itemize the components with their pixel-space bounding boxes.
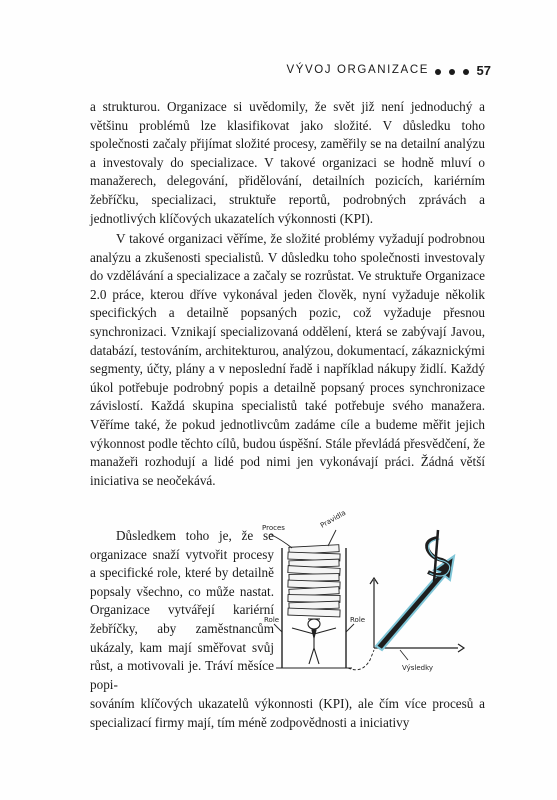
label-role-right: Role (350, 616, 366, 624)
dot-icon (435, 69, 441, 75)
paragraph-2: V takové organizaci věříme, že složité problémy vyžadují podrobnou analýzu a zkušenosti specialistů. V důsledku toho společnosti investovaly do vzdělávání a specializace a začaly se rozrůstat. Ve struktuře Organizace 2.0 práce, kterou dříve vykonával jeden člověk, nyní vyžaduje několik specifických a detailně popsaných pozic, což vyžaduje přesnou synchronizaci. Vznikají specializovaná oddělení, která se zabývají Javou, databází, testováním, architekturou, analýzou, dokumentací, zákaznickými segmenty, účty, plány a v neposlední řadě i například nákupy židlí. Každý úkol potřebuje podrobný popis a detailně popsaný proces synchronizace závislostí. Každá skupina specialistů také potřebuje svého manažera. Věříme také, že pokud jednotlivcům zadáme cíle a budeme měřit jejich výkonnost podle těchto cílů, budou úspěšní. Stále převládá přesvědčení, že manažeři rozhodují a lidé pod nimi jen vykonávají práci. Žádná větší iniciativa se neočekává. (90, 231, 485, 488)
running-header (0, 64, 557, 82)
squeezed-person-icon (292, 619, 336, 664)
dot-icon (449, 69, 455, 75)
paragraph-3-wrapped: Důsledkem toho je, že se organizace snaží vytvořit procesy a specifické role, které by detailně popsaly všechno, co může nastat. Organizace vytvářejí kariérní žebříčky, aby zaměstnancům ukázaly, kam mají směřovat svůj růst, a motivovali je. Tráví měsíce popi- (90, 528, 274, 692)
label-pravidla: Pravidla (319, 508, 348, 530)
dot-icon (463, 69, 469, 75)
role-left-arrow-icon (274, 624, 282, 632)
label-vysledky: Výsledky (402, 664, 434, 672)
process-illustration (262, 508, 486, 680)
label-role-left: Role (264, 616, 280, 624)
paragraph-1: a strukturou. Organizace si uvědomily, že svět již není jednoduchý a většinu problémů lze klasifikovat jako složité. V důsledku toho společnosti začaly přijímat složité procesy, zaměřily se na detailní analýzu a investovaly do specializace. V takové organizaci se hodně mluví o manažerech, delegování, přidělování, detailních pozicích, kariérním žebříčku, specializaci, struktuře reportů, podrobných zprávách a jednotlivých klíčových ukazatelích výkonnosti (KPI). (90, 99, 485, 226)
dollar-icon (427, 530, 450, 582)
paragraph-3-continued: sováním klíčových ukazatelů výkonnosti (KPI), ale čím více procesů a specializací firmy mají, tím méně zodpovědnosti a iniciativy (90, 696, 485, 730)
paper-stack (288, 545, 340, 617)
role-right-arrow-icon (346, 624, 354, 632)
dashed-connection (348, 650, 374, 670)
pravidla-arrow-icon (328, 530, 336, 546)
header-dots (435, 69, 479, 77)
proces-arrow-icon (270, 534, 292, 548)
page-number: 57 (476, 63, 491, 78)
running-title: VÝVOJ ORGANIZACE (286, 64, 429, 76)
growth-arrow-icon (376, 556, 454, 650)
vysledky-pointer-icon (400, 650, 408, 660)
x-axis-arrow-icon (458, 644, 464, 652)
label-proces: Proces (262, 524, 285, 532)
